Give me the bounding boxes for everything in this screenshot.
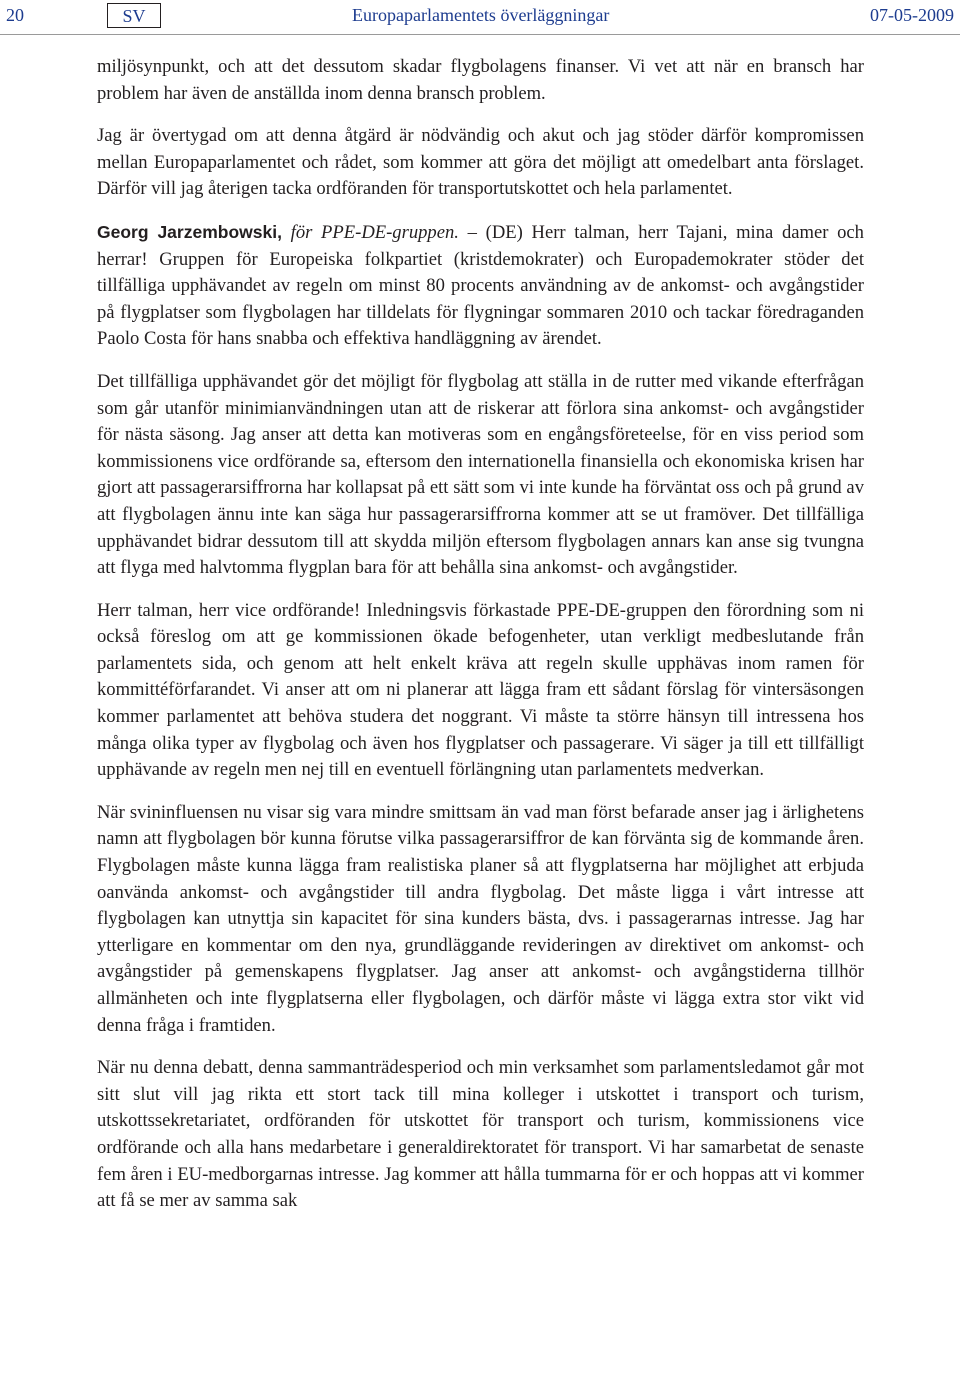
document-title: Europaparlamentets överläggningar — [352, 5, 610, 25]
paragraph-6: När svininfluensen nu visar sig vara mindre smittsam än vad man först befarade anser jag i ärlighetens namn att flygbolagen bör kunna förutse vilka passagerarsiffror de kan förvänta sig de kommande åren. Flygbolagen måste kunna lägga fram realistiska planer så att flygplatserna har möjlighet att erbjuda oanvända ankomst- och avgångstider till andra flygbolag. Det måste ligga i vårt intresse att flygbolagen kan utnyttja sin kapacitet för sina kunders bästa, dvs. i passagerarnas intresse. Jag har ytterligare en kommentar om den nya, grundläggande revideringen av direktivet om ankomst- och avgångstider på gemenskapens flygplatser. Jag anser att ankomst- och avgångstiderna tillhör allmänheten och inte flygplatserna eller flygbolagen, och därför måste vi lägga extra stor vikt vid denna fråga i framtiden. — [97, 801, 864, 1036]
speaker-name: Georg Jarzembowski, — [97, 221, 282, 242]
paragraph-7: När nu denna debatt, denna sammanträdesperiod och min verksamhet som parlamentsledamot går mot sitt slut vill jag rikta ett stort tack till mina kolleger i utskottet i transport och turism, utskottssekretariatet, ordföranden för utskottet för transport och turism, kommissionens vice ordförande och alla hans medarbetare i generaldirektoratet för transport. Vi har samarbetat de senaste fem åren i EU-medborgarnas intresse. Jag kommer att hålla tummarna för er och hoppas att vi kommer att få se mer av samma sak — [97, 1057, 864, 1212]
document-body — [97, 54, 864, 1231]
language-code-box: SV — [107, 3, 161, 28]
paragraph-5: Herr talman, herr vice ordförande! Inledningsvis förkastade PPE-DE-gruppen den förordning som ni också föreslog om att ge kommissionen ökade befogenheter, utan verkligt medbeslutande från parlamentets sida, och genom att helt enkelt kräva att regeln skulle upphävas inom ramen för kommittéförfarandet. Vi anser att om ni planerar att lägga fram ett sådant förslag för vintersäsongen kommer parlamentet att behöva studera det noggrant. Vi måste ta större hänsyn till intressena hos många olika typer av flygbolag och även hos flygplatser och passagerare. Vi säger ja till ett tillfälligt upphävande av regeln men nej till en eventuell förlängning utan parlamentets medverkan. — [97, 599, 864, 781]
speaker-party: för PPE-DE-gruppen. — [281, 221, 459, 243]
paragraph-2: Jag är övertygad om att denna åtgärd är nödvändig och akut och jag stöder därför kompromissen mellan Europaparlamentet och rådet, som kommer att göra det möjligt att omedelbart anta förslaget. Därför vill jag återigen tacka ordföranden för transportutskottet och hela parlamentet. — [97, 125, 864, 200]
paragraph-4: Det tillfälliga upphävandet gör det möjligt för flygbolag att ställa in de rutter med vikande efterfrågan som går utanför minimianvändningen utan att de riskerar att förlora sina ankomst- och avgångstider för nästa säsong. Jag anser att detta kan motiveras som en engångsföreteelse, för en viss period som kommissionens vice ordförande sa, eftersom den internationella finansiella och ekonomiska krisen har gjort att passagerarsiffrorna har kollapsat på ett sätt som vi inte kunde ha förväntat oss och på grund av att flygbolagen ännu inte kan säga hur passagerarsiffrorna kommer att se ut framöver. Det tillfälliga upphävandet bidrar dessutom till att skydda miljön eftersom flygbolagen annars kan anse sig tvungna att flyga med halvtomma flygplan bara för att behålla sina ankomst- och avgångstider. — [97, 370, 864, 579]
paragraph-3 — [97, 219, 864, 353]
page-number: 20 — [6, 5, 24, 25]
document-date: 07-05-2009 — [870, 5, 954, 25]
speech-text: – (DE) Herr talman, herr Tajani, mina damer och herrar! Gruppen för Europeiska folkpartiet (kristdemokrater) och Europademokrater stöder det tillfälliga upphävandet av regeln om minst 80 procents användning av de ankomst- och avgångstider på flygplatser som flygbolagen har tilldelats för flygningar sommaren 2010 och tackar föredraganden Paolo Costa för hans snabba och effektiva handläggning av ärendet. — [97, 221, 864, 350]
page-header — [0, 0, 960, 35]
paragraph-1: miljösynpunkt, och att det dessutom skadar flygbolagens finanser. Vi vet att när en bransch har problem har även de anställda inom denna bransch problem. — [97, 56, 864, 104]
